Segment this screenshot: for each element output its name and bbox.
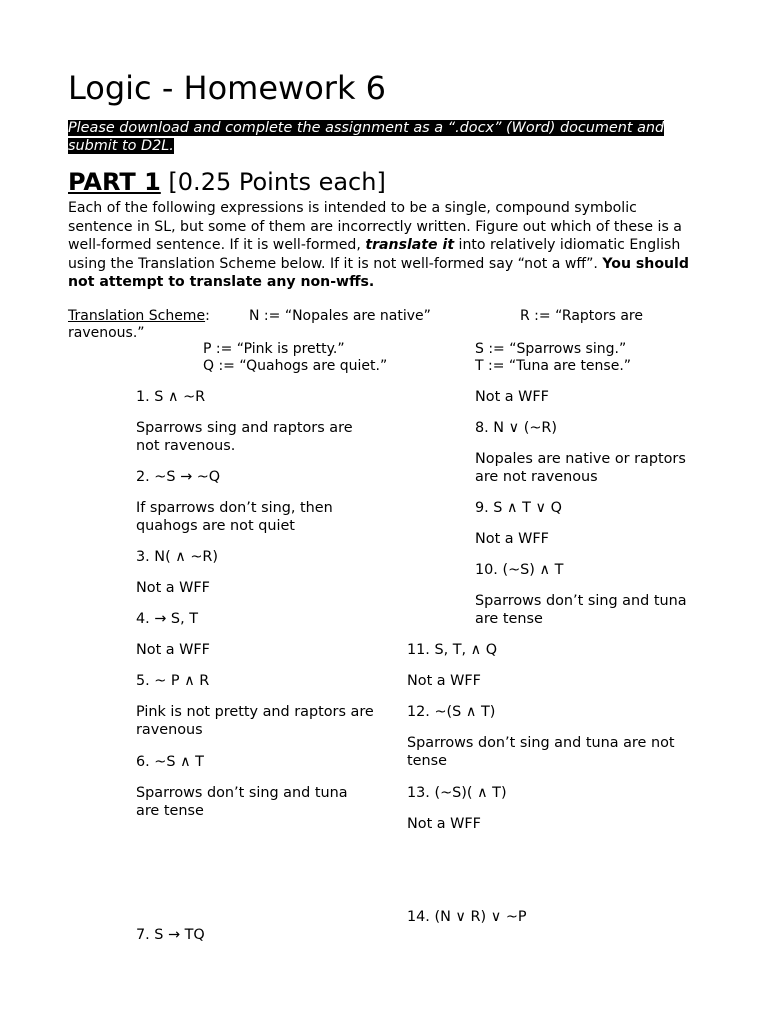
item-8-expression: 8. N ∨ (~R) <box>475 420 558 436</box>
item-2-expression: 2. ~S → ~Q <box>136 469 221 485</box>
item-1-answer: Sparrows sing and raptors are not ravenous. <box>136 420 353 454</box>
scheme-t: T := “Tuna are tense.” <box>475 358 632 374</box>
scheme-s: S := “Sparrows sing.” <box>475 341 627 357</box>
item-1-expression: 1. S ∧ ~R <box>136 389 206 405</box>
scheme-p: P := “Pink is pretty.” <box>203 341 345 357</box>
scheme-r-continued: ravenous.” <box>68 325 145 341</box>
part-heading <box>68 166 386 198</box>
scheme-colon: : <box>205 308 210 324</box>
item-10-expression: 10. (~S) ∧ T <box>475 562 564 578</box>
instructions-text-1: Each of the following expressions is intended to be a single, compound symbolic sentence in SL, but some of them are incorrectly written. Figure out which of these is a well-formed sentence. If it is well-formed, <box>68 200 682 254</box>
scheme-q: Q := “Quahogs are quiet.” <box>203 358 388 374</box>
instructions-emphasis: translate it <box>365 237 455 254</box>
scheme-r: R := “Raptors are <box>520 308 643 324</box>
item-9-expression: 9. S ∧ T ∨ Q <box>475 500 562 516</box>
item-4-expression: 4. → S, T <box>136 611 199 627</box>
item-8-answer: Nopales are native or raptors are not ravenous <box>475 451 686 485</box>
item-14-expression: 14. (N ∨ R) ∨ ~P <box>407 909 527 925</box>
item-7-expression: 7. S → TQ <box>136 927 205 943</box>
item-12-answer: Sparrows don’t sing and tuna are not tense <box>407 735 675 769</box>
part-label: PART 1 <box>68 168 161 196</box>
instructions-bold: You should not attempt to translate any non-wffs. <box>68 255 689 291</box>
item-11-answer: Not a WFF <box>407 673 481 689</box>
item-5-answer: Pink is not pretty and raptors are ravenous <box>136 704 374 738</box>
instructions-text-2: into relatively idiomatic English using the Translation Scheme below. If it is not well-formed say “not a wff”. <box>68 237 681 272</box>
item-6-answer: Sparrows don’t sing and tuna are tense <box>136 785 348 819</box>
submission-notice-text: Please download and complete the assignment as a “.docx” (Word) document and submit to D2L. <box>68 120 665 154</box>
item-6-expression: 6. ~S ∧ T <box>136 754 204 770</box>
document-title: Logic - Homework 6 <box>68 69 386 107</box>
part-points: [0.25 Points each] <box>160 168 386 196</box>
instructions-paragraph <box>68 199 700 292</box>
scheme-label-line <box>68 308 210 325</box>
scheme-n: N := “Nopales are native” <box>249 308 431 324</box>
item-5-expression: 5. ~ P ∧ R <box>136 673 210 689</box>
submission-notice <box>68 119 698 155</box>
item-3-answer: Not a WFF <box>136 580 210 596</box>
item-3-expression: 3. N( ∧ ~R) <box>136 549 219 565</box>
item-13-expression: 13. (~S)( ∧ T) <box>407 785 507 801</box>
item-11-expression: 11. S, T, ∧ Q <box>407 642 498 658</box>
scheme-label: Translation Scheme <box>68 308 206 324</box>
item-9-answer: Not a WFF <box>475 531 549 547</box>
item-4-answer: Not a WFF <box>136 642 210 658</box>
item-13-answer: Not a WFF <box>407 816 481 832</box>
item-12-expression: 12. ~(S ∧ T) <box>407 704 496 720</box>
item-10-answer: Sparrows don’t sing and tuna are tense <box>475 593 687 627</box>
item-2-answer: If sparrows don’t sing, then quahogs are not quiet <box>136 500 333 534</box>
item-7-answer: Not a WFF <box>475 389 549 405</box>
